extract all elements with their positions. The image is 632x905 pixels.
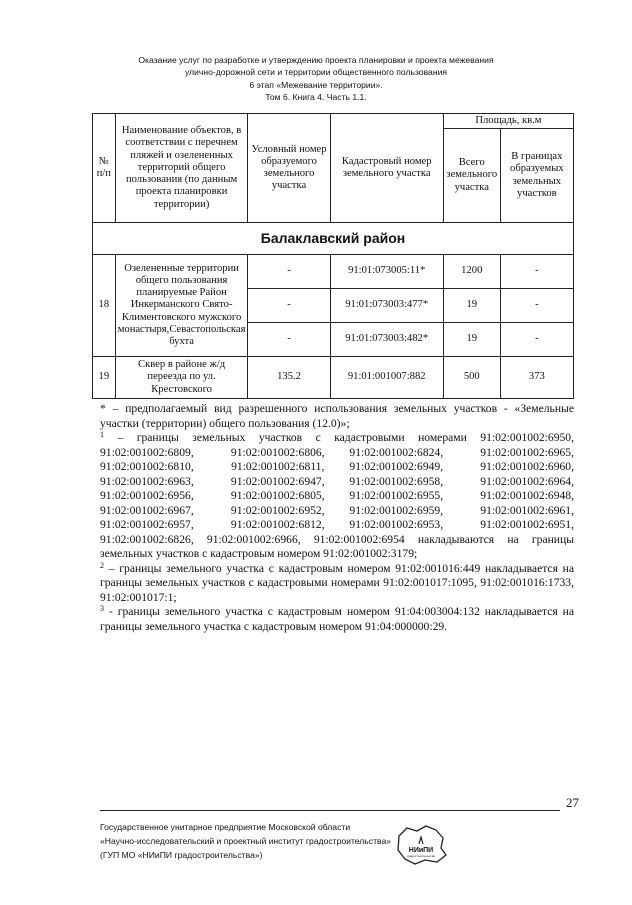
cadastral-number: 91:02:001002:6810, bbox=[100, 460, 194, 473]
row-18-2-cadastral: 91:01:073003:477* bbox=[330, 289, 443, 323]
cadastral-number: 91:02:001002:6948, bbox=[480, 489, 574, 502]
cadastral-number: 91:02:001002:6805, bbox=[230, 489, 325, 502]
institute-logo bbox=[393, 822, 449, 868]
cadastral-number: 91:02:001002:6967, bbox=[100, 503, 194, 517]
organization-block bbox=[100, 820, 391, 862]
header-line-2: улично-дорожной сети и территории общественного пользования bbox=[184, 67, 448, 78]
cadastral-number: 91:02:001002:6964, bbox=[480, 474, 574, 488]
district-row: Балаклавский район bbox=[93, 223, 574, 255]
cadastral-number: 91:02:001002:6959, bbox=[349, 503, 444, 517]
header-area-group: Площадь, кв.м bbox=[443, 114, 573, 129]
row-18-1-cadastral: 91:01:073005:11* bbox=[330, 255, 443, 289]
cadastral-number: 91:02:001002:6951, bbox=[480, 518, 574, 531]
header-line-1: Оказание услуг по разработке и утверждению проекта планировки и проекта межевания bbox=[138, 55, 494, 65]
row-19-conditional: 135.2 bbox=[248, 357, 330, 399]
row-18-name: Озелененные территории общего пользования планируемые Район Инкерманского Свято-Климентовского мужского монастыря,Севастопольская бухта bbox=[115, 255, 248, 357]
header-area-within: В границах образуемых земельных участков bbox=[500, 129, 573, 223]
header-num: № п/п bbox=[93, 114, 116, 223]
footnote-1-intro-text: – границы земельных участков с кадастровыми номерами 91:02:001002:6950, bbox=[117, 431, 574, 444]
header-cadastral-number: Кадастровый номер земельного участка bbox=[330, 114, 443, 223]
row-19-name: Сквер в районе ж/д переезда по ул. Крестовского bbox=[115, 357, 248, 399]
row-18-3-conditional: - bbox=[248, 323, 330, 357]
footnote-1-cadastral-grid bbox=[100, 446, 574, 533]
footnote-star: * – предполагаемый вид разрешенного использования земельных участков - «Земельные участки (территории) общего пользования (12.0)»; bbox=[100, 402, 574, 430]
org-line-3: (ГУП МО «НИиПИ градостроительства») bbox=[100, 850, 263, 860]
logo-subtext: градостроительства bbox=[406, 854, 436, 858]
row-19-num: 19 bbox=[93, 357, 116, 399]
document-header bbox=[0, 54, 632, 103]
logo-map-icon bbox=[393, 822, 449, 868]
cadastral-number: 91:02:001002:6809, bbox=[100, 445, 194, 459]
row-18-3-cadastral: 91:01:073003:482* bbox=[330, 323, 443, 357]
header-line-3: 6 этап «Межевание территории». bbox=[249, 79, 383, 90]
footnote-2-text: – границы земельного участка с кадастровым номером 91:02:001016:449 накладывается на границы земельных участков с кадастровыми номерами 91:02:001017:1095, 91:02:001016:1733, 91:02:001017:1; bbox=[100, 561, 574, 604]
footnote-1-intro bbox=[100, 431, 574, 446]
row-18-2-conditional: - bbox=[248, 289, 330, 323]
cadastral-number: 91:02:001002:6963, bbox=[100, 474, 194, 488]
footer-divider bbox=[100, 810, 560, 811]
header-conditional-number: Условный номер образуемого земельного участка bbox=[248, 114, 330, 223]
row-18-2-area-within: - bbox=[500, 289, 573, 323]
footnote-1-marker: 1 bbox=[100, 430, 104, 439]
row-18-1-area-total: 1200 bbox=[443, 255, 500, 289]
cadastral-number: 91:02:001002:6806, bbox=[230, 445, 325, 459]
row-18-num: 18 bbox=[93, 255, 116, 357]
page-number: 27 bbox=[566, 795, 579, 810]
cadastral-number: 91:02:001002:6958, bbox=[349, 474, 444, 488]
org-line-2: «Научно-исследовательский и проектный институт градостроительства» bbox=[100, 836, 392, 846]
row-19-area-total: 500 bbox=[443, 357, 500, 399]
row-19-area-within: 373 bbox=[500, 357, 573, 399]
cadastral-number: 91:02:001002:6949, bbox=[349, 460, 444, 473]
footnote-2 bbox=[100, 562, 574, 606]
land-plots-table bbox=[92, 113, 574, 399]
logo-text: НИиПИ bbox=[408, 847, 434, 854]
row-18-1-conditional: - bbox=[248, 255, 330, 289]
org-line-1: Государственное унитарное предприятие Московской области bbox=[100, 822, 351, 832]
row-18-1-area-within: - bbox=[500, 255, 573, 289]
row-18-2-area-total: 19 bbox=[443, 289, 500, 323]
footnote-1-tail: 91:02:001002:6826, 91:02:001002:6966, 91:02:001002:6954 накладываются на границы земельных участков с кадастровым номером 91:02:001002:3179; bbox=[100, 532, 574, 560]
header-area-total: Всего земельного участка bbox=[443, 129, 500, 223]
cadastral-number: 91:02:001002:6812, bbox=[230, 518, 325, 531]
cadastral-number: 91:02:001002:6947, bbox=[230, 474, 325, 488]
cadastral-number: 91:02:001002:6824, bbox=[349, 445, 444, 459]
footnote-2-marker: 2 bbox=[100, 560, 104, 570]
cadastral-number: 91:02:001002:6811, bbox=[231, 460, 325, 473]
cadastral-number: 91:02:001002:6952, bbox=[230, 503, 325, 517]
header-line-4: Том 6. Книга 4. Часть 1.1. bbox=[265, 91, 367, 102]
cadastral-number: 91:02:001002:6956, bbox=[100, 489, 194, 502]
cadastral-number: 91:02:001002:6953, bbox=[349, 518, 444, 531]
cadastral-number: 91:02:001002:6955, bbox=[349, 489, 444, 502]
cadastral-number: 91:02:001002:6960, bbox=[480, 460, 574, 473]
row-18-3-area-total: 19 bbox=[443, 323, 500, 357]
cadastral-number: 91:02:001002:6957, bbox=[100, 518, 194, 531]
header-name: Наименование объектов, в соответствии с перечнем пляжей и озелененных территорий общего пользования (по данным проекта планировки территории) bbox=[115, 114, 248, 223]
footnotes bbox=[100, 402, 574, 634]
cadastral-number: 91:02:001002:6961, bbox=[480, 503, 574, 517]
row-18-3-area-within: - bbox=[500, 323, 573, 357]
footnote-3-marker: 3 bbox=[100, 604, 104, 613]
footnote-3 bbox=[100, 605, 574, 634]
footnote-3-text: - границы земельного участка с кадастровым номером 91:04:003004:132 накладывается на границы земельного участка с кадастровым номером 91:04:000000:29. bbox=[100, 605, 574, 633]
cadastral-number: 91:02:001002:6965, bbox=[480, 445, 574, 459]
row-19-cadastral: 91:01:001007:882 bbox=[330, 357, 443, 399]
